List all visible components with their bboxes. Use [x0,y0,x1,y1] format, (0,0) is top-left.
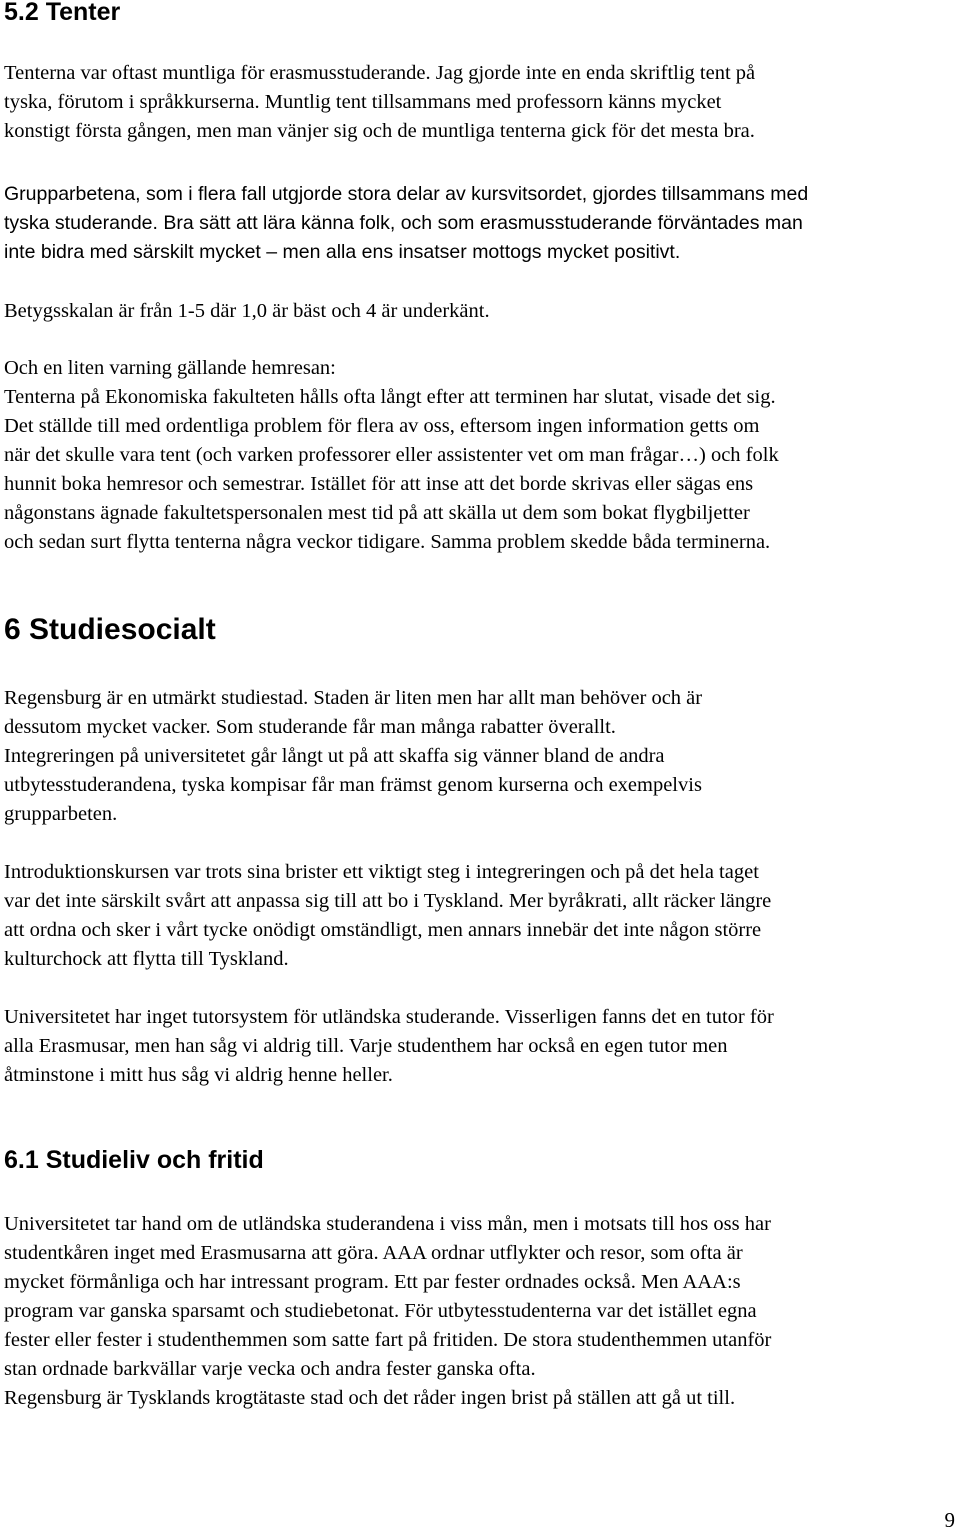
text-line: att ordna och sker i vårt tycke onödigt omständligt, men annars innebär det inte någon större [4,919,762,941]
text-line: Tenterna var oftast muntliga för erasmusstuderande. Jag gjorde inte en enda skriftlig tent på [4,62,756,84]
text-line: studentkåren inget med Erasmusarna att göra. AAA ordnar utflykter och resor, som ofta är [4,1242,743,1264]
section-heading-6-1: 6.1 Studieliv och fritid [4,1146,264,1174]
page-number: 9 [944,1508,955,1532]
paragraph-exams-oral [4,59,959,146]
text-line: inte bidra med särskilt mycket – men alla ens insatser mottogs mycket positivt. [4,241,681,263]
text-line: var det inte särskilt svårt att anpassa sig till att bo i Tyskland. Mer byråkrati, allt räcker längre [4,890,772,912]
text-line: Universitetet tar hand om de utländska studerandena i viss mån, men i motsats till hos oss har [4,1213,771,1235]
text-line: mycket förmånliga och har intressant program. Ett par fester ordnades också. Men AAA:s [4,1271,741,1293]
text-line: Regensburg är Tysklands krogtätaste stad och det råder ingen brist på ställen att gå ut till. [4,1387,736,1409]
text-line: Tenterna på Ekonomiska fakulteten hålls ofta långt efter att terminen har slutat, visade det sig. [4,386,776,408]
text-line: alla Erasmusar, men han såg vi aldrig till. Varje studenthem har också en egen tutor men [4,1035,728,1057]
text-line: utbytesstuderandena, tyska kompisar får man främst genom kurserna och exempelvis [4,774,702,796]
text-line: Det ställde till med ordentliga problem för flera av oss, eftersom ingen information getts om [4,415,760,437]
text-line: program var ganska sparsamt och studiebetonat. För utbytesstudenterna var det istället egna [4,1300,757,1322]
paragraph-student-life [4,1210,959,1413]
text-line: när det skulle vara tent (och varken professorer eller assistenter vet om man frågar…) och folk [4,444,779,466]
text-line: hunnit boka hemresor och semestrar. Istället för att inse att det borde skrivas eller sägas ens [4,473,754,495]
text-line: Integreringen på universitetet går långt ut på att skaffa sig vänner bland de andra [4,745,665,767]
text-line: fester eller fester i studenthemmen som satte fart på fritiden. De stora studenthemmen utanför [4,1329,772,1351]
text-line: grupparbeten. [4,803,118,825]
text-line: Betygsskalan är från 1-5 där 1,0 är bäst och 4 är underkänt. [4,300,490,322]
paragraph-warning-return-trip [4,354,959,557]
text-line: Och en liten varning gällande hemresan: [4,357,336,379]
text-line: dessutom mycket vacker. Som studerande får man många rabatter överallt. [4,716,616,738]
text-line: åtminstone i mitt hus såg vi aldrig henne heller. [4,1064,393,1086]
text-line: stan ordnade barkvällar varje vecka och andra fester ganska ofta. [4,1358,536,1380]
paragraph-grading-scale [4,297,959,326]
text-line: Regensburg är en utmärkt studiestad. Staden är liten men har allt man behöver och är [4,687,703,709]
text-line: tyska studerande. Bra sätt att lära känna folk, och som erasmusstuderande förväntades man [4,212,803,234]
paragraph-group-work [4,180,959,267]
text-line: tyska, förutom i språkkurserna. Muntlig tent tillsammans med professorn känns mycket [4,91,722,113]
text-line: Grupparbetena, som i flera fall utgjorde stora delar av kursvitsordet, gjordes tillsammans med [4,183,809,205]
text-line: Introduktionskursen var trots sina brister ett viktigt steg i integreringen och på det hela taget [4,861,759,883]
text-line: Universitetet har inget tutorsystem för utländska studerande. Visserligen fanns det en tutor för [4,1006,774,1028]
paragraph-study-city [4,684,959,829]
text-line: och sedan surt flytta tenterna några veckor tidigare. Samma problem skedde båda terminerna. [4,531,771,553]
text-line: någonstans ägnade fakultetspersonalen mest tid på att skälla ut dem som bokat flygbiljetter [4,502,750,524]
text-line: kulturchock att flytta till Tyskland. [4,948,289,970]
text-line: konstigt första gången, men man vänjer sig och de muntliga tenterna gick för det mesta bra. [4,120,755,142]
paragraph-tutor-system [4,1003,959,1090]
section-heading-6: 6 Studiesocialt [4,613,216,646]
section-heading-5-2: 5.2 Tenter [4,0,121,26]
paragraph-introduction-course [4,858,959,974]
